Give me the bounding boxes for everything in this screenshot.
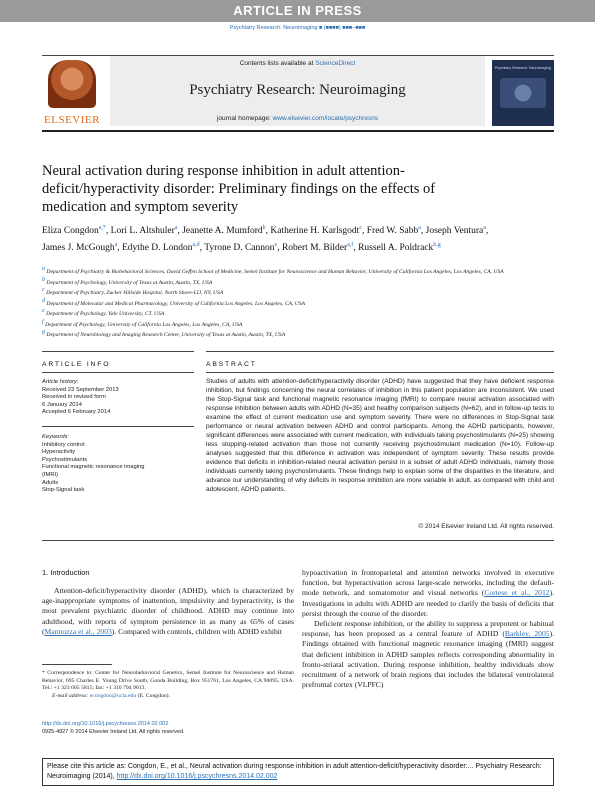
author-name[interactable]: Edythe D. London — [122, 243, 193, 254]
affiliation-marker: e — [42, 308, 45, 315]
email-link[interactable]: econgdon@ucla.edu — [89, 692, 137, 699]
author-affiliation-marker[interactable]: a — [114, 242, 118, 249]
journal-title: Psychiatry Research: Neuroimaging — [189, 82, 406, 98]
author-name[interactable]: Tyrone D. Cannon — [204, 243, 275, 254]
intro-paragraph — [302, 568, 554, 619]
article-in-press-banner: ARTICLE IN PRESS — [0, 0, 595, 22]
masthead-bottom-rule — [42, 130, 554, 132]
author-list: Eliza Congdon$^{a,*}$, Lori L. Altshuler$^a$, Jeanette A. Mumford$^b$, Katherine H. Karlsgodt$^c$, Fred W. Sabb$^a$, Joseph Ventura$^a$, James J. McGough$^a$, Edythe D. London$^{a,d}$, Tyrone D. Cannon$^e$, Robert M. Bilder$^{a,f}$, Russell A. Poldrack$^{b,g}$ — [42, 225, 489, 254]
intro-text: ). Findings obtained with functional magnetic resonance imaging (fMRI) suggest that deficient inhibition in ADHD samples reflects corresponding abnormality in fronto-striatal activation. During response inhibition, healthy individuals show recruitment of a network of brain regions that includes the bilateral ventrolateral prefrontal cortex (VLPFC) — [302, 629, 554, 690]
article-history — [42, 379, 194, 417]
keywords-rule — [42, 426, 194, 427]
affiliation-text: Department of Psychology, Yale University, CT, USA — [44, 311, 165, 318]
sciencedirect-link[interactable]: ScienceDirect — [315, 60, 356, 67]
history-line: Accepted 6 February 2014 — [42, 409, 111, 416]
citation-link[interactable]: Barkley, 2005 — [504, 629, 550, 639]
author-affiliation-marker[interactable]: a,d — [192, 242, 200, 249]
cover-brain-image — [500, 78, 546, 108]
author-name[interactable]: Lori L. Altshuler — [110, 226, 175, 237]
abstract-rule — [206, 351, 554, 352]
author-name[interactable]: James J. McGough — [42, 243, 115, 254]
affiliation-item — [42, 266, 542, 277]
affiliation-marker: a — [42, 266, 45, 272]
author-name[interactable]: Eliza Congdon — [42, 226, 99, 237]
abstract-heading: ABSTRACT — [206, 361, 257, 368]
intro-text: Deficient response inhibition, or the ability to suppress a prepotent or habitual response, has been proposed as a central feature of ADHD ( — [302, 619, 554, 639]
affiliation-marker: c — [42, 287, 45, 294]
cover-title: Psychiatry Research: Neuroimaging — [495, 66, 551, 70]
article-title: Neural activation during response inhibition in adult attention-deficit/hyperactivity disorder: Preliminary findings on the effects of medication and symptom severity — [42, 163, 436, 215]
affiliation-marker: d — [42, 297, 45, 304]
affiliation-list — [42, 266, 542, 340]
author-affiliation-marker[interactable]: b — [262, 225, 266, 231]
history-line: Received in revised form — [42, 394, 106, 401]
affiliation-item — [42, 298, 542, 309]
keyword: Stop-Signal task — [42, 487, 85, 494]
intro-paragraph — [42, 586, 294, 637]
doi-block — [42, 721, 294, 736]
affiliation-text: Department of Neurobiology and Imaging Research Center, University of Texas at Austin, Austin, TX, USA — [45, 332, 286, 339]
keyword: Functional magnetic resonance imaging — [42, 464, 145, 471]
affiliation-item — [42, 277, 542, 288]
affiliation-text: Department of Psychology, University of California Los Angeles, Los Angeles, CA, USA — [43, 321, 243, 328]
intro-right-column — [302, 568, 554, 690]
citation-link[interactable]: Cortese et al., 2012 — [484, 588, 550, 598]
copyright: © 2014 Elsevier Ireland Ltd. All rights reserved. — [418, 523, 554, 530]
publisher-name: ELSEVIER — [44, 114, 100, 126]
keyword: (fMRI) — [42, 471, 59, 478]
affiliation-marker: b — [42, 276, 45, 283]
intro-paragraph — [302, 619, 554, 690]
author-name[interactable]: Fred W. Sabb — [366, 226, 419, 237]
email-label: E-mail address: — [52, 692, 90, 699]
citation-box — [42, 758, 554, 786]
doi-link[interactable]: http://dx.doi.org/10.1016/j.pscychresns.2014.02.002 — [42, 721, 169, 727]
affiliation-text: Department of Psychiatry & Biobehavioral Sciences, David Geffen School of Medicine, Semel Institute for Neuroscience and Human Behavior, University of California Los Angeles, Los Angeles, CA, USA — [45, 268, 504, 275]
journal-homepage — [110, 115, 485, 122]
author-affiliation-marker[interactable]: b,g — [433, 242, 441, 249]
elsevier-tree-icon — [48, 60, 96, 108]
author-affiliation-marker[interactable]: a — [418, 225, 421, 231]
author-name[interactable]: Katherine H. Karlsgodt — [270, 226, 360, 237]
affiliation-item — [42, 319, 542, 330]
abstract-bottom-rule — [42, 540, 554, 541]
contents-prefix: Contents lists available at — [239, 60, 316, 67]
author-affiliation-marker[interactable]: e — [274, 242, 278, 249]
keywords-label: Keywords: — [42, 434, 70, 440]
intro-text: ). Compared with controls, children with ADHD exhibit — [111, 626, 282, 636]
affiliation-text: Department of Psychiatry, Zucker Hillside Hospital, North Shore-LIJ, NY, USA — [44, 289, 224, 296]
journal-cover[interactable] — [492, 60, 554, 126]
intro-left-column — [42, 586, 294, 637]
issn-line: 0925-4927 © 2014 Elsevier Ireland Ltd. All rights reserved. — [42, 728, 185, 735]
author-affiliation-marker[interactable]: c — [359, 225, 362, 231]
intro-text: hypoactivation in frontoparietal and attention networks involved in executive function, but hyperactivation across large-scale networks, including the default-mode network, and somatomotor and visual networks ( — [302, 568, 554, 598]
history-line: 6 January 2014 — [42, 401, 82, 408]
intro-text: Attention-deficit/hyperactivity disorder (ADHD), which is characterized by age-inappropriate symptoms of inattention, impulsivity and hyperactivity, is the most prevalent psychiatric disorder of childhood. ADHD may continue into adulthood, with reports of symptom persistence in as many as 65% of cases ( — [42, 586, 294, 636]
email-line — [42, 693, 294, 701]
keyword: Adults — [42, 479, 59, 486]
homepage-link[interactable]: www.elsevier.com/locate/psychresns — [272, 115, 379, 122]
correspondence-text: * Correspondence to: Center for Neurobehavioral Genetics, Semel Institute for Neuroscience and Human Behavior, 695 Charles E. Young Drive South, Gonda Building, Box 951761, Los Angeles, CA 90095, USA. Tel.: +1 323 605 5815; fax: +1 310 794 9613. — [42, 670, 294, 692]
keyword: Hyperactivity — [42, 449, 76, 456]
author-name[interactable]: Joseph Ventura — [425, 226, 484, 237]
keywords-block — [42, 434, 194, 495]
article-info-subrule — [42, 372, 194, 373]
affiliation-text: Department of Molecular and Medical Pharmacology, University of California Los Angeles, Los Angeles, CA, USA — [45, 300, 306, 307]
author-name[interactable]: Jeanette A. Mumford — [182, 226, 263, 237]
author-affiliation-marker[interactable]: a — [174, 225, 178, 231]
citation-text: Please cite this article as: Congdon, E., et al., Neural activation during response inhibition in adult attention-deficit/hyperactivity disorder:... Psychiatry Research: Neuroimaging (2014), — [47, 763, 542, 780]
article-info-heading: ARTICLE INFO — [42, 361, 111, 368]
journal-reference[interactable]: Psychiatry Research: Neuroimaging ■ (■■■■) ■■■–■■■ — [229, 25, 366, 31]
affiliation-item — [42, 308, 542, 319]
keyword: Psychostimulants — [42, 456, 88, 463]
author-name[interactable]: Russell A. Poldrack — [358, 243, 434, 254]
affiliation-item — [42, 287, 542, 298]
history-label: Article history: — [42, 379, 79, 385]
elsevier-logo[interactable] — [42, 60, 102, 128]
history-line: Received 23 September 2013 — [42, 386, 119, 393]
author-name[interactable]: Robert M. Bilder — [281, 243, 348, 254]
author-affiliation-marker[interactable]: a,* — [98, 225, 106, 231]
email-suffix: (E. Congdon). — [136, 692, 170, 699]
homepage-prefix: journal homepage: — [216, 115, 273, 122]
affiliation-text: Department of Psychology, University of Texas at Austin, Austin, TX, USA — [45, 279, 213, 286]
citation-link[interactable]: Mannuzza et al., 2003 — [44, 626, 112, 636]
affiliation-marker: f — [42, 318, 44, 325]
footnote-rule — [42, 664, 112, 665]
corresponding-footnote — [42, 670, 294, 700]
intro-text: ). Investigations in adults with ADHD are needed to clarify the basis of deficits that persist through the course of the disorder. — [302, 588, 554, 618]
contents-line — [110, 60, 485, 67]
keyword: Inhibitory control — [42, 441, 85, 448]
article-info-rule — [42, 351, 194, 352]
abstract-subrule — [206, 372, 554, 373]
author-affiliation-marker[interactable]: a,f — [347, 242, 354, 249]
abstract-text: Studies of adults with attention-deficit/hyperactivity disorder (ADHD) have suggested that they have deficient response inhibition, but findings concerning the neural correlates of inhibition in this patient population are inconsistent. We used the Stop-Signal task and functional magnetic resonance imaging (fMRI) to compare neural activation associated with response inhibition between adults with ADHD (N=35) and healthy comparison subjects (N=62), and in follow-up tests to examine the effect of current medication use and symptom severity. There were no differences in Stop-Signal task performance or neural activation between ADHD and control participants. Among the ADHD participants, however, significant differences were associated with current medication, with individuals taking psychostimulants (N=25) showing less stopping-related activation than those not currently receiving psychostimulant medication (N=10). Follow-up analyses suggested that this difference in activation was independent of symptom severity. These results provide evidence that deficits in inhibition-related neural activation persist in a subset of adult ADHD individuals, namely those individuals currently taking psychostimulants. These findings help to explain some of the disparities in the literature, and advance our understanding of why deficits in response inhibition are more variable in adult, as compared with child and adolescent, ADHD patients. — [206, 378, 554, 493]
introduction-heading: 1. Introduction — [42, 568, 90, 577]
affiliation-item — [42, 329, 542, 340]
affiliation-marker: g — [42, 329, 45, 336]
author-affiliation-marker[interactable]: a — [483, 225, 486, 231]
citation-doi-link[interactable]: http://dx.doi.org/10.1016/j.pscychresns.2014.02.002 — [116, 773, 278, 780]
